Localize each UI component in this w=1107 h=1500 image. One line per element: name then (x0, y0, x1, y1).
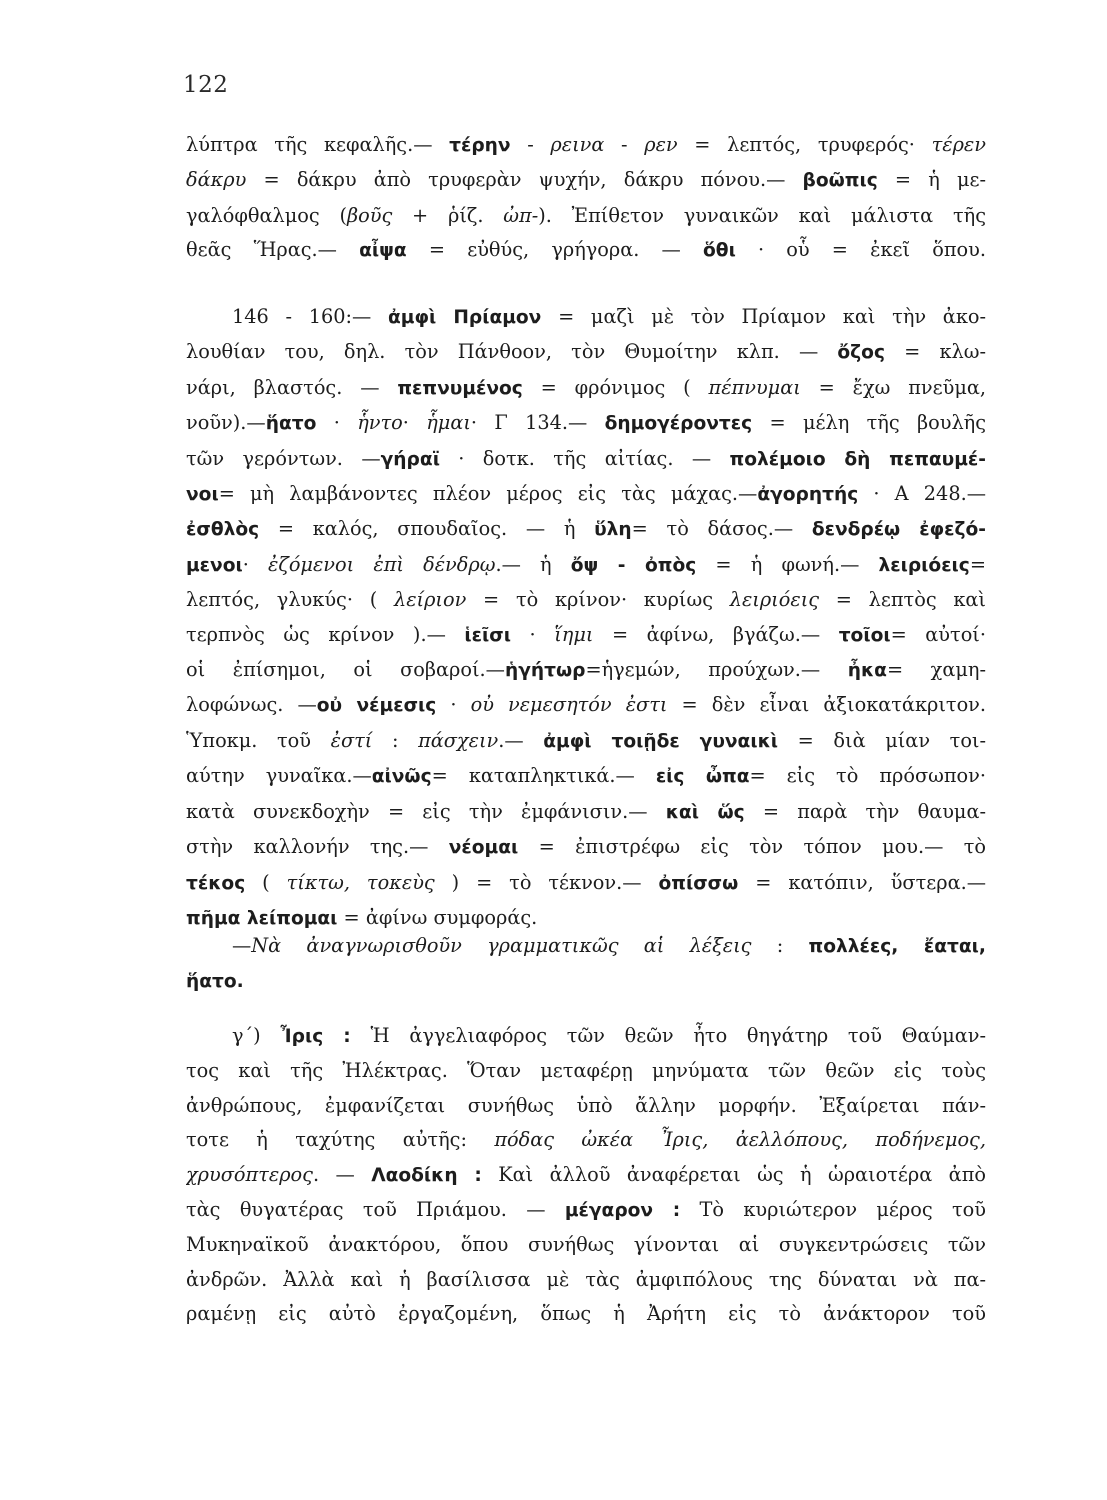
text-run: ) = τὸ τέκνον.— (434, 870, 659, 894)
headword: τέκος (186, 872, 246, 894)
text-run: = αὐτοί· (890, 622, 986, 646)
headword: Ἶρις : (280, 1026, 351, 1047)
text-run: =ἡγεμών, προύχων.— (585, 658, 848, 682)
text-run: = μὴ λαμβάνοντες πλέον μέρος εἰς τὰς μάχας.— (218, 482, 758, 506)
text-line (186, 724, 986, 759)
text-run: · (436, 693, 471, 717)
text-line (186, 1054, 986, 1088)
text-run: Μυκηναϊκοῦ ἀνακτόρου, ὅπου συνήθως γίνονται αἱ συγκεντρώσεις τῶν (186, 1233, 986, 1257)
text-run: = λεπτός, τρυφερός· (677, 133, 932, 156)
text-run: στὴν καλλονήν της.— (186, 835, 449, 859)
headword: νέομαι (448, 837, 519, 859)
headword: ἀμφὶ Πρίαμον (388, 307, 542, 328)
text-run: τὰς θυγατέρας τοῦ Πριάμου. — (186, 1198, 565, 1222)
italic-term: ἧντο (357, 411, 403, 435)
headword: ὄψ - ὀπὸς (570, 554, 697, 576)
italic-term: βοῦς (346, 203, 393, 227)
text-run: αύτην γυναῖκα.— (186, 764, 372, 788)
text-run: .— ἡ (495, 552, 571, 576)
page-number: 122 (183, 72, 229, 98)
text-run: · (316, 411, 358, 435)
text-run: λύπτρα τῆς κεφαλῆς.— (186, 133, 450, 156)
text-run: θεᾶς Ἥρας.— (186, 238, 360, 262)
text-run: — (232, 934, 252, 957)
text-run: . — (312, 1162, 372, 1186)
text-line (186, 1193, 986, 1228)
headword: Λαοδίκη : (371, 1164, 482, 1186)
text-run: = κλω- (884, 340, 986, 364)
text-line (186, 477, 986, 512)
text-run: = ἀφίνω συμφοράς. (337, 905, 538, 929)
text-line (186, 371, 986, 406)
text-line (186, 163, 986, 198)
text-run: = λεπτὸς καὶ (819, 588, 986, 612)
headword: ἀγορητής (757, 484, 859, 506)
text-line (186, 199, 986, 233)
text-line (186, 406, 986, 441)
headword: πολέμοιο δὴ πεπαυμέ- (729, 448, 986, 470)
text-run: = ἡ φωνή.— (696, 552, 879, 576)
text-run: · δοτκ. τῆς αἰτίας. — (439, 446, 730, 470)
text-run: = ἀφίνω, βγάζω.— (593, 622, 839, 646)
headword: αἰνῶς (371, 766, 432, 788)
text-run: γ΄) (232, 1024, 281, 1047)
text-run: : (372, 728, 419, 752)
text-run: νάρι, βλαστός. — (186, 375, 398, 399)
text-run: = παρὰ τὴν θαυμα- (744, 799, 986, 823)
italic-term: λείριον (393, 588, 467, 612)
paragraph-section-gamma (186, 1019, 986, 1332)
text-run: - (604, 133, 645, 156)
headword: ὄζος (837, 342, 885, 364)
text-line (186, 1123, 986, 1157)
text-run: .— (498, 728, 544, 752)
paragraph-grammar-exercise (186, 929, 986, 1000)
italic-term: χρυσόπτερος (186, 1162, 313, 1186)
text-line (186, 830, 986, 865)
headword: αἶψα (359, 240, 407, 262)
headword: καὶ ὥς (665, 801, 745, 823)
text-line (186, 1019, 986, 1054)
text-run: = μαζὶ μὲ τὸν Πρίαμον καὶ τὴν ἀκο- (541, 305, 986, 328)
text-run: : (751, 934, 809, 957)
text-run: γαλόφθαλμος ( (186, 203, 347, 227)
headword: βοῶπις (802, 170, 878, 192)
headword: δημογέροντες (604, 413, 753, 435)
text-run: Καὶ ἀλλοῦ ἀναφέρεται ὡς ἡ ὡραιοτέρα ἀπὸ (481, 1162, 986, 1186)
text-line (186, 964, 986, 999)
text-line (186, 688, 986, 723)
headword: ὀπίσσω (658, 872, 739, 894)
headword: ἦκα (847, 660, 887, 682)
text-line (186, 653, 986, 688)
headword: ἀμφὶ τοιῇδε γυναικὶ (543, 730, 779, 752)
text-line (186, 866, 986, 901)
text-line (186, 1263, 986, 1297)
text-line (186, 929, 986, 964)
headword: εἰς ὦπα (655, 766, 750, 788)
text-run: τῶν γερόντων. — (186, 446, 381, 470)
italic-term: ἵημι (554, 622, 594, 646)
text-line (186, 1089, 986, 1123)
headword: ἡγήτωρ (504, 660, 586, 682)
text-line (186, 1228, 986, 1262)
italic-term: δάκρυ (186, 168, 247, 192)
text-run: λοφώνως. — (186, 693, 317, 717)
italic-term: ρεινα (550, 133, 605, 156)
text-run: = κατόπιν, ὕστερα.— (738, 870, 986, 894)
headword: ὕλη (594, 519, 632, 541)
text-line (186, 128, 986, 163)
text-run: Τὸ κυριώτερον μέρος τοῦ (680, 1198, 986, 1222)
italic-term: πόδας ὠκέα Ἶρις, ἀελλόπους, ποδήνεμος, (494, 1128, 986, 1152)
headword: ἱεῖσι (464, 624, 511, 646)
text-run: τερπνὸς ὡς κρίνον ).— (186, 622, 465, 646)
headword: πῆμα λείπομαι (186, 907, 338, 929)
text-line (186, 1297, 986, 1331)
headword: νοι (186, 484, 219, 506)
headword: μενοι (186, 554, 243, 576)
headword: οὐ νέμεσις (316, 695, 437, 717)
text-line (186, 759, 986, 794)
text-run: οἱ ἐπίσημοι, οἱ σοβαροί.— (186, 658, 505, 682)
text-run: = καλός, σπουδαῖος. — ἡ (259, 517, 595, 541)
text-run: νοῦν).— (186, 411, 266, 435)
text-run: Ὑποκμ. τοῦ (186, 728, 331, 752)
text-line (186, 795, 986, 830)
italic-term: πέπνυμαι (708, 375, 801, 399)
text-line (186, 233, 986, 268)
text-run: = καταπληκτικά.— (431, 764, 656, 788)
text-run: 146 - 160:— (232, 305, 389, 328)
text-run: · οὗ = ἐκεῖ ὅπου. (735, 238, 986, 262)
headword: λειριόεις (878, 554, 970, 576)
paragraph-verses-146-160 (186, 300, 986, 936)
headword: πεπνυμένος (397, 377, 523, 399)
text-run: ). Ἐπίθετον γυναικῶν καὶ μάλιστα τῆς (538, 203, 986, 227)
text-run: = εὐθύς, γρήγορα. — (406, 238, 704, 262)
italic-term: ἧμαι (426, 411, 471, 435)
text-run: = ἡ με- (877, 168, 986, 192)
text-run: = (969, 552, 986, 576)
headword: μέγαρον : (564, 1200, 681, 1222)
text-run: · Α 248.— (858, 482, 986, 506)
headword: ἥατο. (186, 971, 244, 993)
italic-term: οὐ νεμεσητόν ἐστι (470, 693, 668, 717)
text-run: · (402, 411, 427, 435)
text-run: τοτε ἡ ταχύτης αὐτῆς: (186, 1128, 495, 1152)
text-line (186, 335, 986, 370)
text-run: τος καὶ τῆς Ἠλέκτρας. Ὅταν μεταφέρῃ μηνύματα τῶν θεῶν εἰς τοὺς (186, 1059, 986, 1083)
headword: ὅθι (703, 240, 736, 262)
italic-term: τίκτω, τοκεὺς (286, 870, 435, 894)
text-run: = δάκρυ ἀπὸ τρυφερὰν ψυχήν, δάκρυ πόνου.— (246, 168, 803, 192)
text-run: ἀνδρῶν. Ἀλλὰ καὶ ἡ βασίλισσα μὲ τὰς ἀμφιπόλους της δύναται νὰ πα- (186, 1267, 986, 1291)
text-line (186, 1158, 986, 1193)
italic-term: ἐστί (330, 728, 373, 752)
text-line (186, 300, 986, 335)
text-run: = μέλη τῆς βουλῆς (752, 411, 986, 435)
italic-term: Νὰ ἀναγνωρισθοῦν γραμματικῶς αἱ λέξεις (251, 934, 752, 957)
text-run: · Γ 134.— (470, 411, 605, 435)
text-run: = εἰς τὸ πρόσωπον· (749, 764, 986, 788)
text-run: λουθίαν του, δηλ. τὸν Πάνθοον, τὸν Θυμοίτην κλπ. — (186, 340, 838, 364)
headword: ἐσθλὸς (186, 519, 260, 541)
text-line (186, 512, 986, 547)
italic-term: πάσχειν (418, 728, 499, 752)
text-line (186, 442, 986, 477)
text-run: · (511, 622, 555, 646)
text-run: λεπτός, γλυκύς· ( (186, 588, 394, 612)
text-run: = δὲν εἶναι ἀξιοκατάκριτον. (667, 693, 986, 717)
text-run: - (510, 133, 551, 156)
text-run: ραμένῃ εἰς αὐτὸ ἐργαζομένη, ὅπως ἡ Ἀρήτη εἰς τὸ ἀνάκτορον τοῦ (186, 1302, 986, 1326)
text-run: = ἐπιστρέφω εἰς τὸν τόπον μου.— τὸ (518, 835, 986, 859)
text-run: + ῥίζ. (392, 203, 504, 227)
text-run: · (242, 552, 269, 576)
headword: πολλέες, ἔαται, (808, 936, 986, 957)
italic-term: ὠπ- (503, 203, 539, 227)
text-line (186, 618, 986, 653)
text-run: = τὸ δάσος.— (631, 517, 812, 541)
headword: δενδρέῳ ἐφεζό- (811, 519, 986, 541)
headword: ἥατο (265, 413, 317, 435)
text-run: = τὸ κρίνον· κυρίως (466, 588, 730, 612)
text-run: = διὰ μίαν τοι- (778, 728, 986, 752)
headword: τοῖοι (838, 624, 891, 646)
text-run: κατὰ συνεκδοχὴν = εἰς τὴν ἐμφάνισιν.— (186, 799, 666, 823)
text-line (186, 548, 986, 583)
text-run: ( (245, 870, 287, 894)
text-run: = χαμη- (886, 658, 986, 682)
headword: τέρην (449, 135, 511, 156)
italic-term: ἐζόμενοι ἐπὶ δένδρῳ (268, 552, 496, 576)
text-run: Ἡ ἀγγελιαφόρος τῶν θεῶν ἦτο θηγάτηρ τοῦ Θαύμαν- (350, 1024, 986, 1047)
headword: γήραϊ (380, 448, 440, 470)
text-run: = ἔχω πνεῦμα, (800, 375, 986, 399)
italic-term: ρεν (644, 133, 678, 156)
paragraph-glossary-intro (186, 128, 986, 269)
italic-term: λειριόεις (729, 588, 820, 612)
text-run: ἀνθρώπους, ἐμφανίζεται συνήθως ὑπὸ ἄλλην μορφήν. Ἐξαίρεται πάν- (186, 1093, 986, 1117)
text-line (186, 583, 986, 617)
italic-term: τέρεν (931, 133, 986, 156)
text-run: = φρόνιμος ( (522, 375, 709, 399)
